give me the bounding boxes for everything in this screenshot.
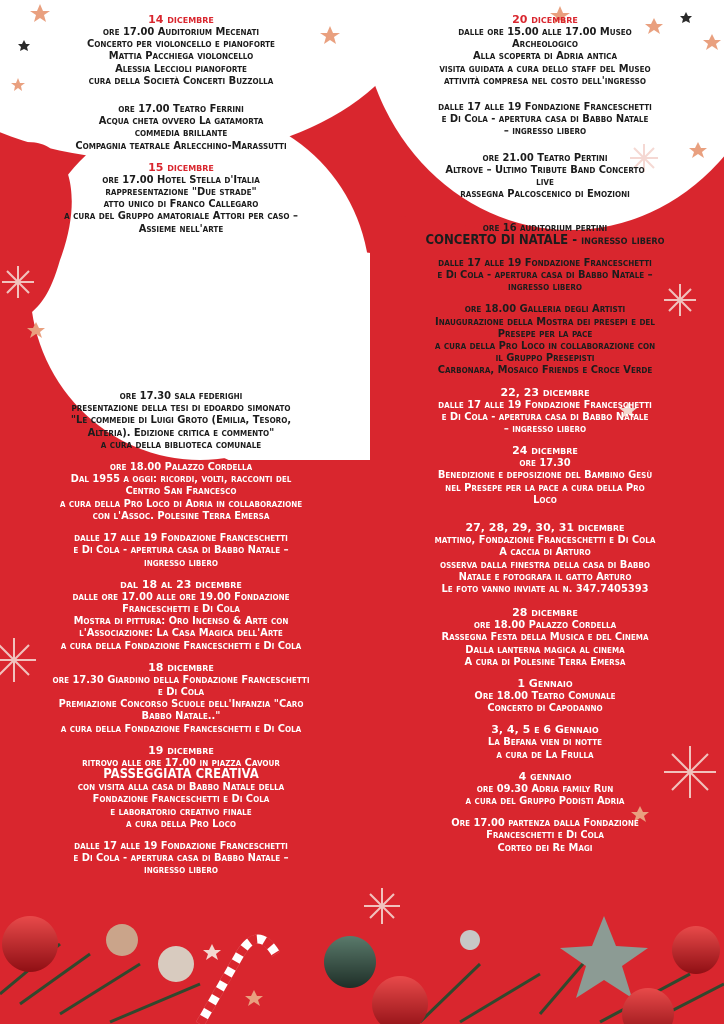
event-line: Mattia Pacchiega violoncello: [108, 49, 254, 63]
event-line: a cura della Fondazione Franceschetti e Di Cola: [60, 638, 302, 652]
event-line: Ore 18.00 Teatro Comunale: [474, 688, 616, 702]
event-line: atto unico di Franco Callegaro: [103, 197, 259, 211]
event-line: a cura della Fondazione Franceschetti e Di Cola: [60, 721, 302, 735]
event-block: [374, 445, 716, 506]
event-line: CONCERTO DI NATALE - ingresso libero: [425, 232, 665, 248]
event-block: [374, 387, 716, 436]
event-line: Babbo Natale..": [141, 709, 221, 723]
event-block: [374, 257, 716, 294]
event-block: [374, 771, 716, 807]
event-line: a cura del Gruppo Podisti Adria: [465, 793, 625, 807]
event-line: dalle 17 alle 19 Fondazione Franceschetti: [74, 243, 288, 257]
event-line: dalle ore 17.00 alle ore 19.00 Fondazione: [72, 589, 290, 603]
event-line: "Le commedie di Luigi Groto (Emilia, Tesoro,: [70, 413, 292, 427]
event-block: [8, 579, 354, 652]
event-block: [374, 724, 716, 760]
event-line: Ore 17.00 partenza dalla Fondazione: [451, 816, 639, 830]
event-line: A cura di Polesine Terra Emersa: [464, 654, 626, 668]
event-line: ingresso libero: [508, 280, 582, 294]
event-line: con l'Assoc. Polesine Terra Emersa: [92, 508, 270, 522]
event-line: ore 17.30 sala federighi: [119, 389, 243, 403]
event-line: ore 17.00 Auditorium Mecenati: [102, 25, 260, 38]
event-date: 17 dicembre: [148, 377, 214, 391]
event-line: ingresso libero: [144, 863, 218, 877]
event-date: 16 dicembre: [148, 294, 214, 308]
event-block: [8, 103, 354, 152]
event-line: ore 17.00 Hotel Stella d'Italia: [102, 172, 260, 186]
event-block: [8, 378, 354, 451]
event-line: Concerto di Capodanno: [487, 701, 603, 715]
event-date: 15 dicembre: [148, 160, 214, 174]
event-line: rassegna Palcoscenico di Emozioni: [460, 187, 630, 201]
event-block: [8, 162, 354, 235]
event-line: Carbonara, Mosaico Friends e Croce Verde: [437, 363, 653, 377]
event-block: [8, 745, 354, 830]
event-block: [374, 678, 716, 714]
event-line: Dalla lanterna magica al cinema: [465, 642, 625, 656]
event-date: 18 dicembre: [148, 660, 214, 674]
event-line: con visita alla casa di Babbo Natale della: [77, 780, 285, 794]
event-line: Natale e fotografa il gatto Arturo: [458, 569, 632, 583]
event-block: [8, 14, 354, 87]
event-line: a cura della Pro Loco in collaborazione con: [434, 339, 656, 353]
event-line: e Di Cola - apertura casa di Babbo Natale –: [73, 543, 289, 557]
event-block: [8, 532, 354, 569]
event-line: dalle 17 alle 19 Fondazione Franceschetti: [438, 255, 652, 269]
event-line: osserva dalla finestra della casa di Babbo: [440, 557, 650, 571]
event-line: Franceschetti e Di Cola: [122, 601, 240, 615]
event-line: e Di Cola - apertura casa di Babbo Natale –: [73, 318, 289, 332]
event-line: ore 21.00 Teatro Pertini: [482, 150, 608, 164]
event-line: Le foto vanno inviate al n. 347.7405393: [441, 581, 649, 595]
event-line: commedia brillante: [134, 126, 228, 140]
event-block: [374, 152, 716, 201]
event-line: a cura della Pro Loco di Adria in collaborazione: [59, 496, 303, 510]
event-line: ore 17.30 Giardino della Fondazione Franceschetti: [52, 672, 310, 686]
event-line: A caccia di Arturo: [499, 545, 591, 559]
event-date: 24 dicembre: [512, 444, 578, 458]
event-line: e laboratorio creativo finale: [110, 804, 252, 818]
event-line: e Di Cola - apertura casa di Babbo Natale: [441, 409, 649, 423]
right-column-program: [374, 14, 716, 864]
event-date: 4 gennaio: [518, 769, 572, 783]
event-line: live: [536, 175, 554, 189]
event-line: e Di Cola - apertura casa di Babbo Natale –: [437, 268, 653, 282]
event-date: 3, 4, 5 e 6 Gennaio: [491, 723, 599, 737]
event-line: ore 18.00 Palazzo Cordella: [473, 618, 617, 632]
event-line: Fondazione Franceschetti e Di Cola: [92, 792, 270, 806]
event-line: Franceschetti e Di Cola: [486, 828, 604, 842]
event-line: ingresso libero: [144, 330, 218, 344]
event-line: Loco: [533, 492, 557, 506]
event-block: [374, 522, 716, 595]
event-line: ore 17.30: [519, 456, 571, 470]
event-line: visita guidata a cura dello staff del Museo: [439, 61, 651, 75]
event-line: ritrovo alle ore 17.00 in piazza Cavour: [82, 755, 280, 769]
event-block: [8, 245, 354, 282]
event-date: dal 18 al 23 dicembre: [120, 577, 242, 591]
event-line: dalle 17 alle 19 Fondazione Franceschetti: [438, 397, 652, 411]
event-line: Acqua cheta ovvero La gatamorta: [98, 114, 264, 128]
event-line: Inaugurazione della Mostra dei presepi e del: [435, 314, 655, 328]
event-date: 22, 23 dicembre: [500, 385, 590, 399]
event-line: a cura del Gruppo amatoriale Attori per caso –: [64, 209, 298, 223]
event-line: Centro San Francesco: [125, 484, 237, 498]
event-line: presentazione della tesi di edoardo simonato: [71, 401, 291, 415]
event-line: ore 18.00 Palazzo Cordella: [109, 460, 253, 474]
event-line: Concerto per violoncello e pianoforte: [87, 37, 275, 51]
event-line: Altrove – Ultimo Tribute Band Concerto: [445, 162, 645, 176]
event-date: 20 dicembre: [512, 13, 578, 26]
event-block: [374, 303, 716, 376]
event-line: Premiazione Concorso Scuole dell'Infanzia "Caro: [58, 697, 304, 711]
event-line: Assieme nell'arte: [138, 221, 224, 235]
event-block: [8, 662, 354, 735]
event-line: mattino, Fondazione Franceschetti e Di Cola: [434, 533, 656, 547]
event-block: [8, 461, 354, 522]
event-line: attività compresa nel costo dell'ingresso: [444, 73, 646, 87]
event-line: ingresso libero: [144, 268, 218, 282]
event-line: – ingresso libero: [503, 422, 587, 436]
event-line: Alessia Leccioli pianoforte: [115, 61, 247, 75]
event-line: Archeologico: [512, 37, 578, 51]
event-date: 14 dicembre: [148, 13, 214, 26]
event-date: 1 Gennaio: [517, 676, 573, 690]
event-line: ore 09.30 Adria family Run: [476, 781, 614, 795]
event-line: ingresso libero: [144, 555, 218, 569]
event-line: cura della Società Concerti Buzzolla: [88, 73, 274, 87]
event-line: Compagnia teatrale Arlecchino-Marassutti: [75, 138, 287, 152]
event-line: a cura della Pro Loco: [126, 816, 236, 830]
event-line: Presepe per la pace: [497, 326, 593, 340]
event-block: [374, 607, 716, 668]
event-block: [8, 840, 354, 877]
christmas-ornaments-border: [0, 904, 724, 1024]
event-line: – ingresso libero: [503, 124, 587, 138]
event-line: dalle ore 15.00 alle 17.00 Museo: [458, 25, 632, 38]
event-block: [8, 295, 354, 344]
event-line: dalle 17 alle 19 Fondazione Franceschetti: [74, 531, 288, 545]
event-line: Mostra di pittura: Oro Incenso & Arte con: [73, 614, 289, 628]
left-column-program: [8, 14, 354, 887]
event-line: a cura de La Frulla: [496, 747, 594, 761]
event-date: 28 dicembre: [512, 606, 578, 620]
event-block: [374, 210, 716, 246]
event-line: Benedizione e deposizione del Bambino Gesù: [437, 468, 653, 482]
event-line: Alla scoperta di Adria antica: [472, 49, 618, 63]
event-line: e Di Cola - apertura casa di Babbo Natale: [441, 112, 649, 126]
event-line: e Di Cola - apertura casa di Babbo Natale –: [73, 851, 289, 865]
event-date: 27, 28, 29, 30, 31 dicembre: [465, 521, 625, 535]
event-line: rappresentazione "Due strade": [105, 185, 257, 199]
event-block: [374, 817, 716, 854]
event-line: Corteo dei Re Magi: [497, 840, 593, 854]
event-date: 21 dicembre: [512, 209, 578, 223]
event-line: e Di Cola: [157, 684, 205, 698]
event-block: [374, 14, 716, 87]
event-line: ore 17.00 Teatro Ferrini: [118, 102, 244, 116]
event-line: dalle 17 alle 19 Fondazione Franceschetti: [74, 306, 288, 320]
event-line: nel Presepe per la pace a cura della Pro: [445, 480, 645, 494]
event-line: ore 16 auditorium pertini: [482, 221, 608, 235]
event-line: PASSEGGIATA CREATIVA: [103, 766, 259, 782]
event-line: dalle 17 alle 19 Fondazione Franceschetti: [438, 100, 652, 114]
event-line: La Befana vien di notte: [487, 735, 603, 749]
event-line: e Di Cola - apertura casa di Babbo Natale –: [73, 256, 289, 270]
event-line: Dal 1955 a oggi: ricordi, volti, racconti del: [70, 472, 292, 486]
event-line: Alteria). Edizione critica e commento": [87, 425, 275, 439]
event-line: ore 18.00 Galleria degli Artisti: [464, 302, 626, 316]
event-line: l'Associazione: La Casa Magica dell'Arte: [79, 626, 283, 640]
event-line: dalle 17 alle 19 Fondazione Franceschetti: [74, 838, 288, 852]
event-line: Rassegna Festa della Musica e del Cinema: [441, 630, 649, 644]
event-line: il Gruppo Presepisti: [495, 351, 595, 365]
event-block: [374, 101, 716, 138]
event-line: a cura della biblioteca comunale: [100, 437, 262, 451]
event-date: 19 dicembre: [148, 743, 214, 757]
